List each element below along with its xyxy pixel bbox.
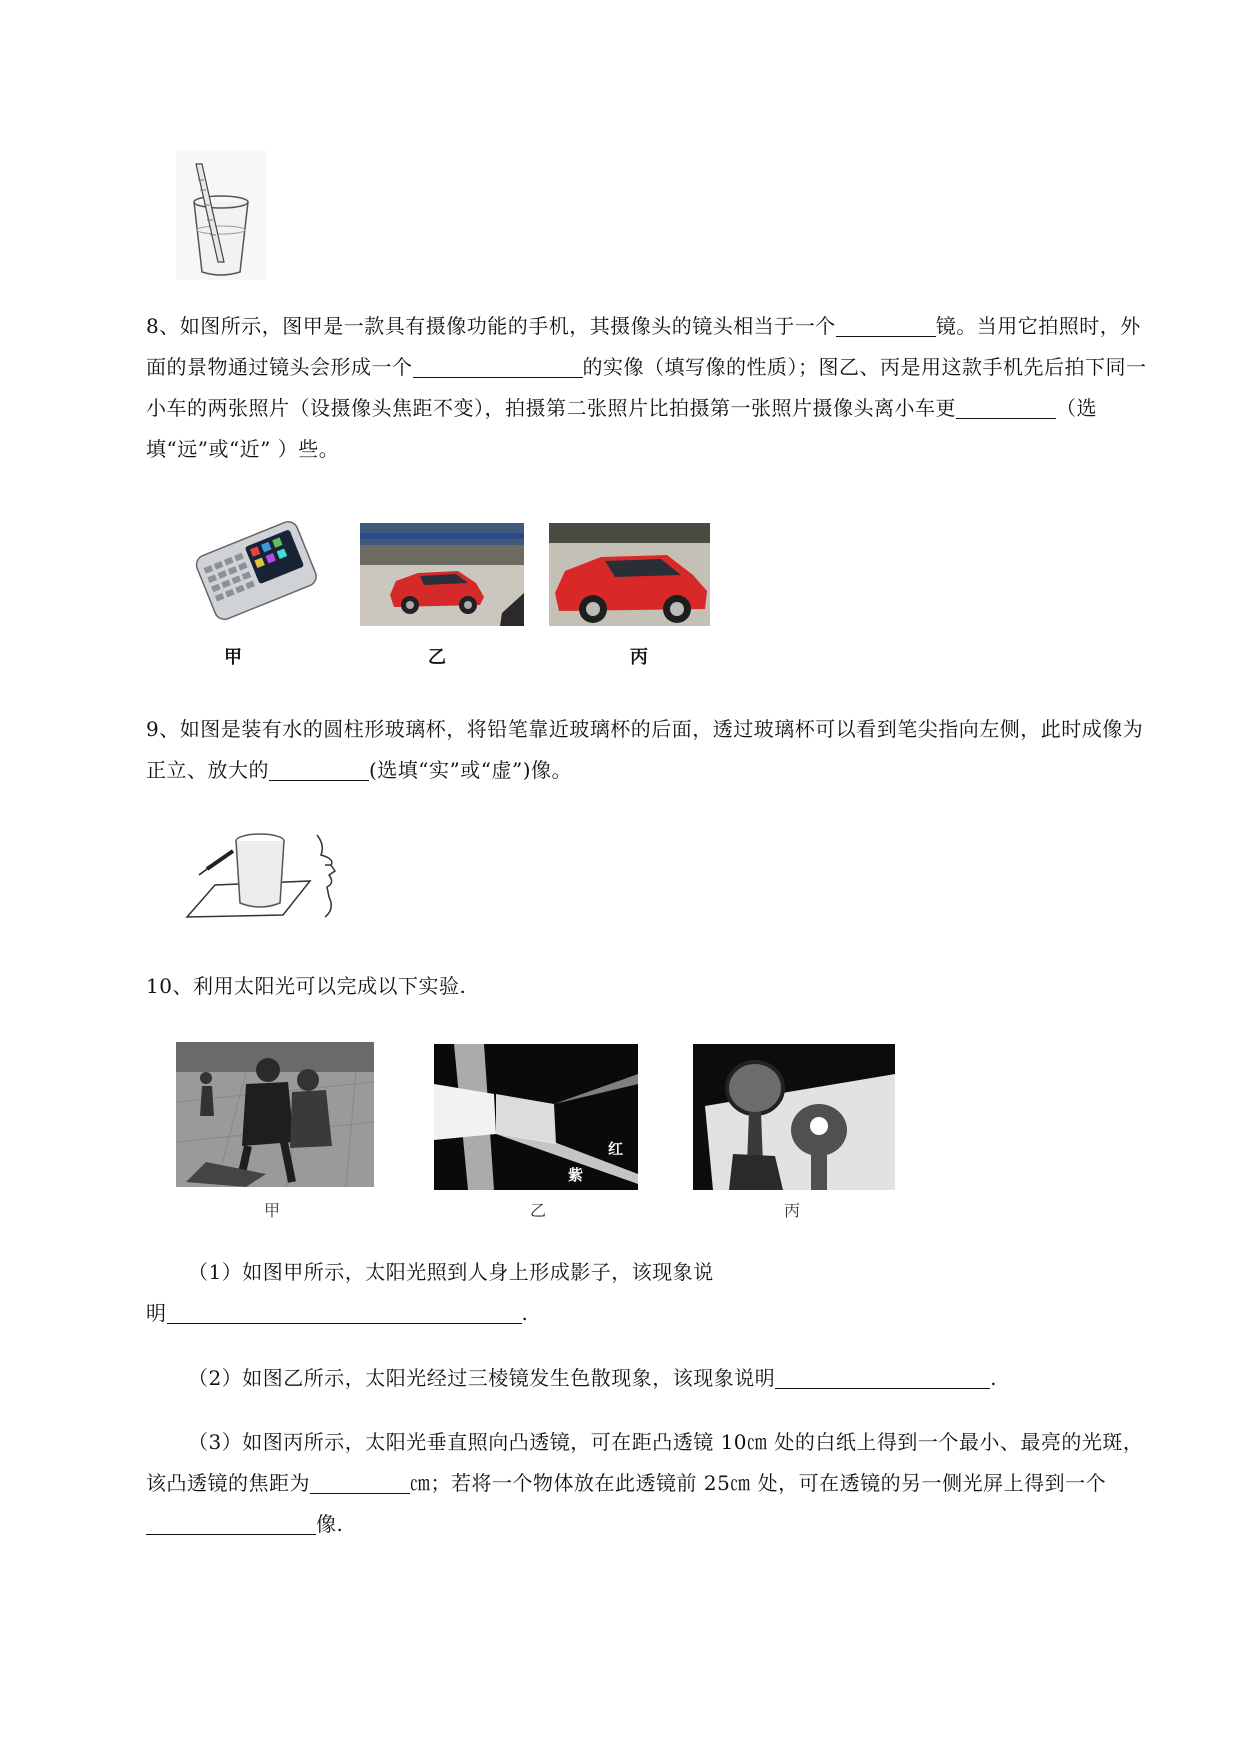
q10-p3-text-b: ㎝；若将一个物体放在此透镜前 25㎝ 处，可在透镜的另一侧光屏上得到一个: [410, 1471, 1107, 1495]
prism-label-red: 红: [608, 1140, 624, 1158]
q8-caption-bing: 丙: [630, 647, 648, 668]
question-9: [146, 709, 1156, 791]
q10-p1-end: .: [521, 1301, 529, 1325]
q10-part-3: [146, 1422, 1156, 1545]
car-photo-near: [549, 523, 710, 626]
question-10-title: 10、利用太阳光可以完成以下实验.: [146, 974, 467, 998]
q10-part-1: [146, 1252, 1156, 1293]
q10-p1-text-b: 明: [146, 1301, 167, 1325]
q8-text-1: 8、如图所示，图甲是一款具有摄像功能的手机，其摄像头的镜头相当于一个: [146, 314, 836, 338]
glass-straw-figure: [176, 150, 266, 280]
q10-blank-dispersion[interactable]: [775, 1366, 990, 1389]
q10-p2-end: .: [990, 1366, 998, 1390]
q9-text-1: 9、如图是装有水的圆柱形玻璃杯，将铅笔靠近玻璃杯的后面，透过玻璃杯可以看到笔尖指向左侧，此时成像为正立、放大的: [146, 717, 1144, 782]
q10-p3-text-a: （3）如图丙所示，太阳光垂直照向凸透镜，可在距凸透镜 10㎝ 处的白纸上得到一个最小、最亮的光斑，该凸透镜的焦距为: [146, 1430, 1144, 1495]
car-photo-far: [360, 523, 524, 626]
q10-blank-focal-length[interactable]: [310, 1471, 410, 1494]
q10-blank-image-nature[interactable]: [146, 1512, 316, 1535]
convex-lens-photo: [693, 1044, 895, 1190]
q10-caption-jia: 甲: [264, 1201, 281, 1220]
q8-caption-yi: 乙: [428, 647, 446, 668]
q8-text-4: （选填“远”或“近” ）些。: [146, 396, 1097, 461]
q10-part-2: [146, 1358, 1156, 1399]
q9-text-2: (选填“实”或“虚”)像。: [369, 758, 573, 782]
q10-caption-yi: 乙: [530, 1201, 547, 1220]
phone-figure: [190, 515, 320, 625]
q8-text-3: 的实像（填写像的性质）；图乙、丙是用这款手机先后拍下同一小车的两张照片（设摄像头焦距不变），拍摄第二张照片比拍摄第一张照片摄像头离小车更: [146, 355, 1147, 420]
prism-dispersion-photo: [434, 1044, 638, 1190]
q8-text-2: 镜。当用它拍照时，外面的景物通过镜头会形成一个: [146, 314, 1141, 379]
q10-blank-shadow[interactable]: [167, 1301, 522, 1324]
prism-label-purple: 紫: [568, 1166, 584, 1184]
q10-p2-text: （2）如图乙所示，太阳光经过三棱镜发生色散现象，该现象说明: [188, 1366, 776, 1390]
q10-p1-text: （1）如图甲所示，太阳光照到人身上形成影子，该现象说: [188, 1260, 714, 1284]
question-8: [146, 306, 1156, 470]
q10-part-1-cont: [146, 1293, 1156, 1334]
q8-caption-jia: 甲: [224, 647, 242, 668]
q10-p3-end: 像.: [316, 1512, 344, 1536]
q8-blank-image-type[interactable]: [413, 355, 583, 378]
q8-blank-distance[interactable]: [956, 396, 1056, 419]
q9-blank-real-virtual[interactable]: [269, 758, 369, 781]
q10-caption-bing: 丙: [784, 1201, 801, 1220]
glass-pencil-eye-figure: [185, 825, 370, 925]
q8-blank-lens[interactable]: [836, 314, 936, 337]
shadow-photo: [176, 1042, 374, 1187]
